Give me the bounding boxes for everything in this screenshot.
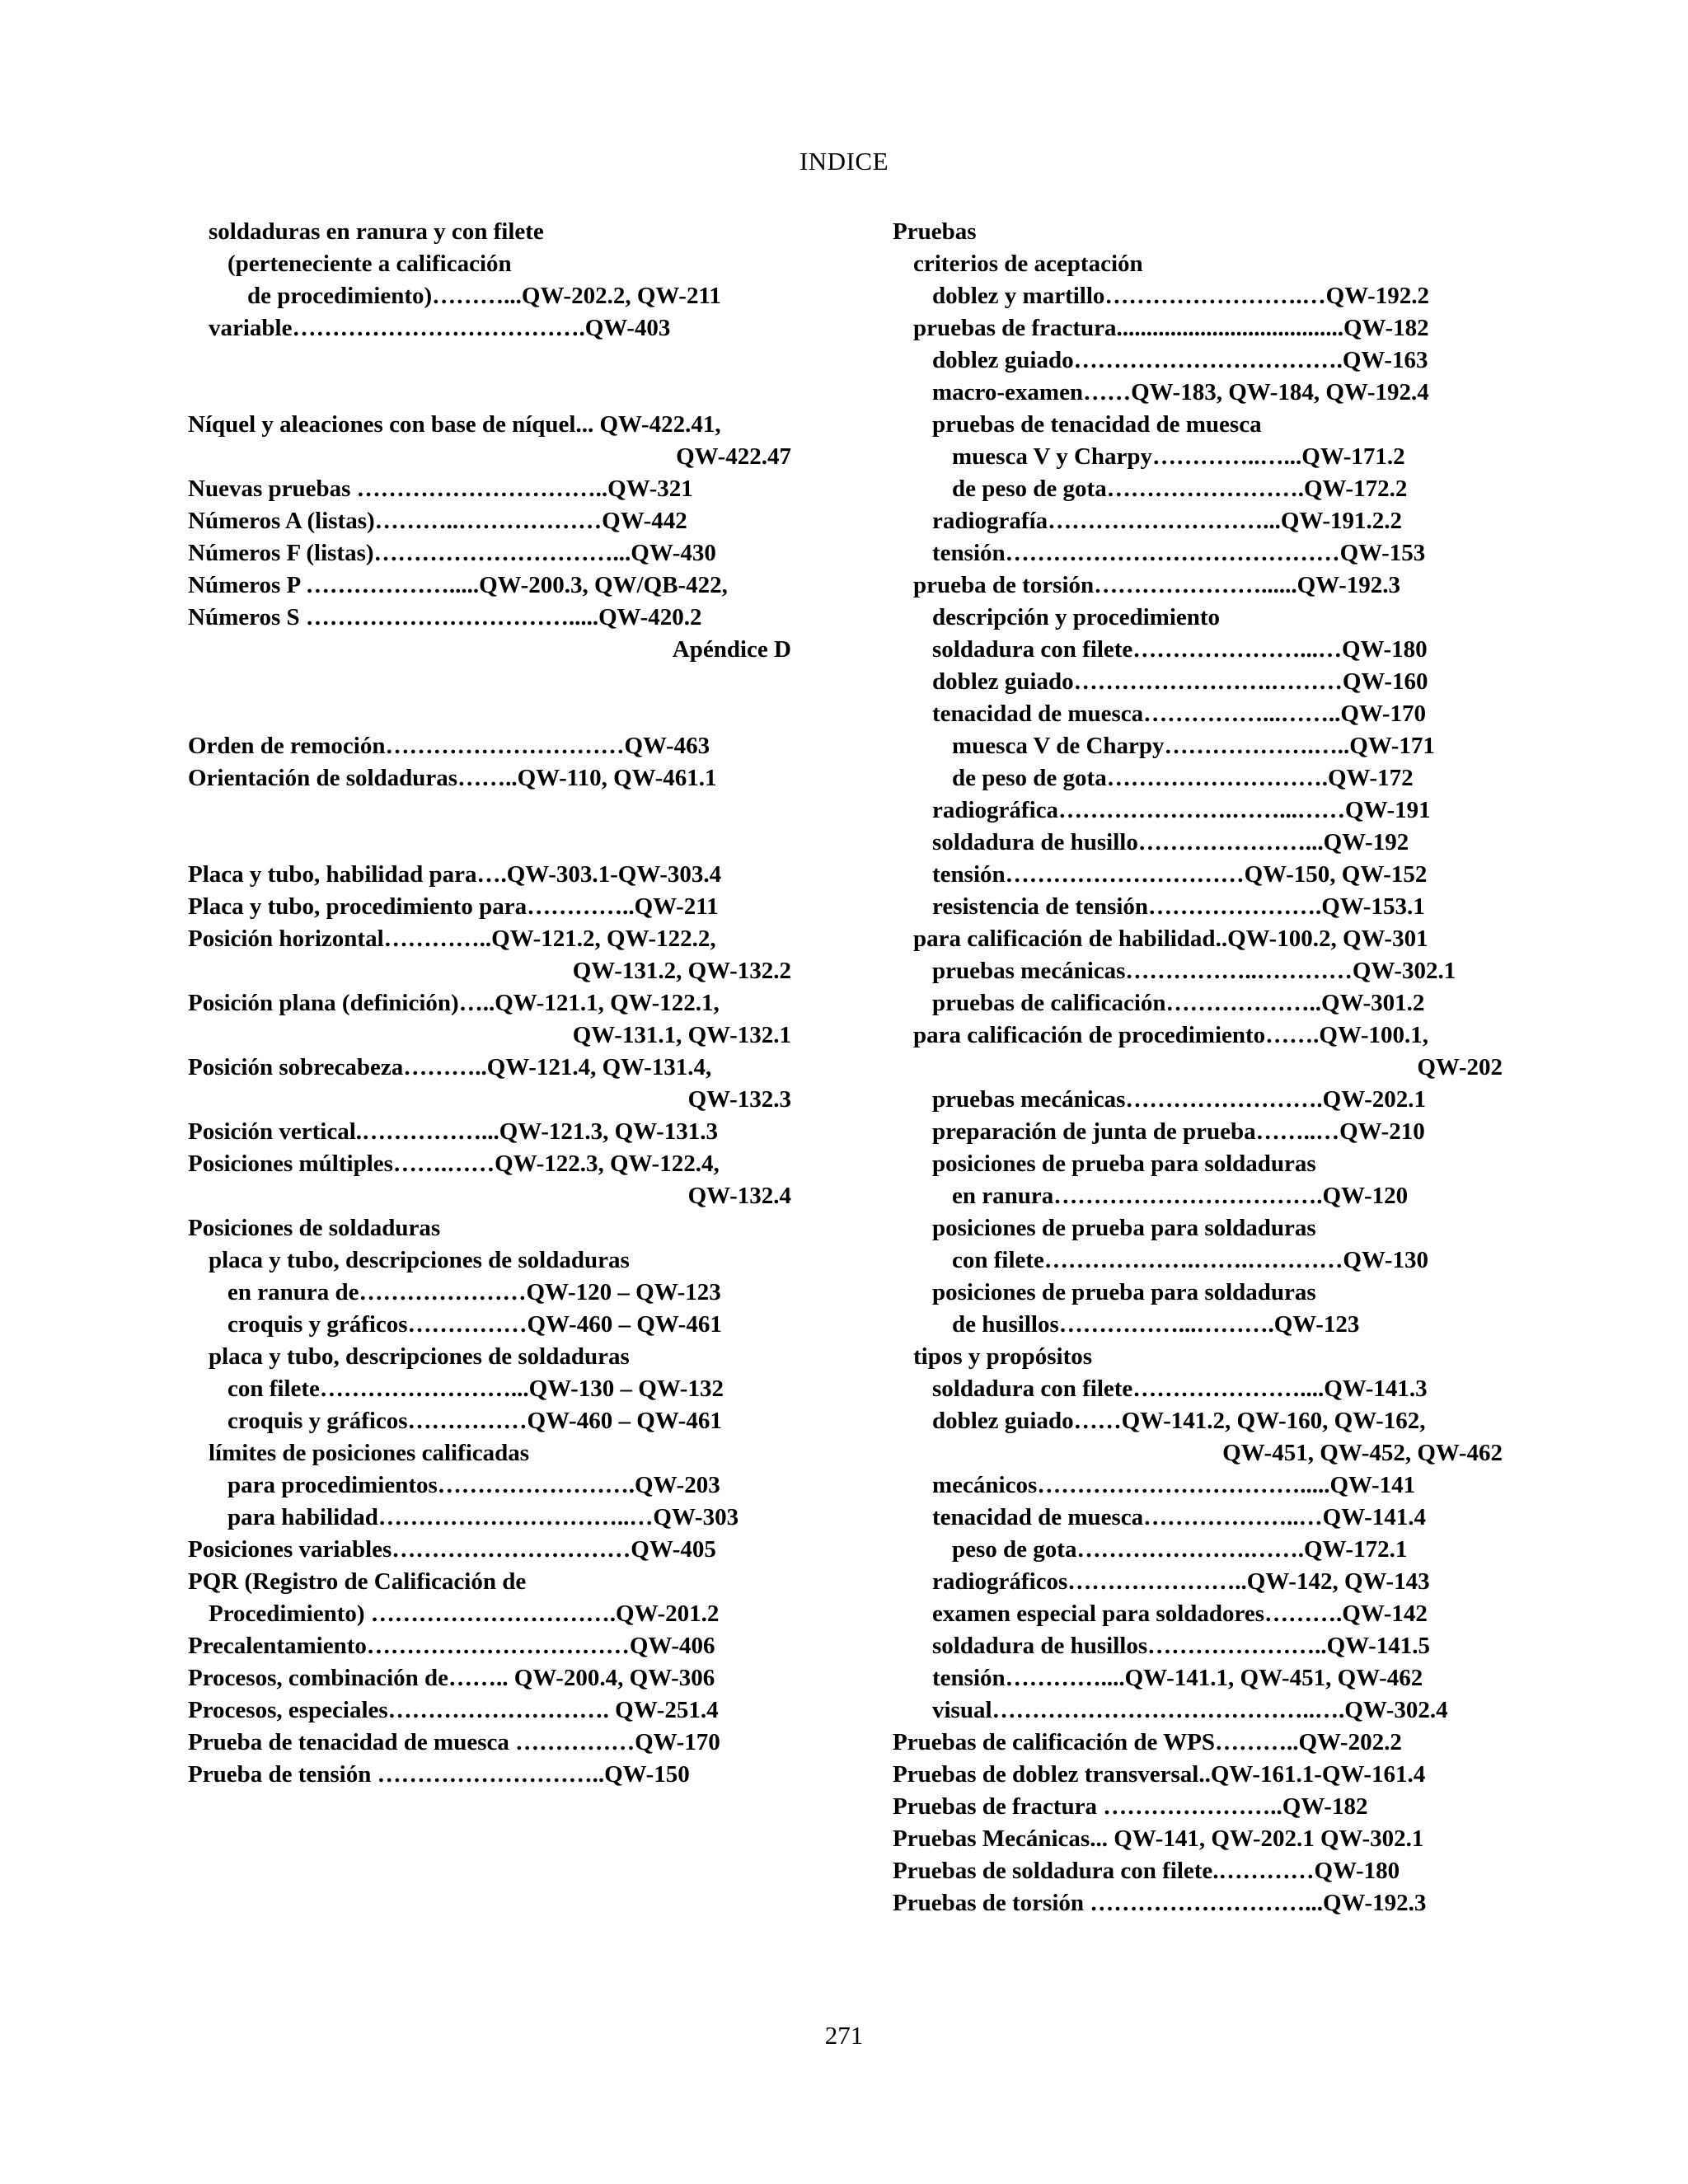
blank-line [188, 377, 791, 409]
index-entry: descripción y procedimiento [932, 604, 1221, 630]
index-entry: mecánicos…………………………….....QW-141 [932, 1472, 1416, 1498]
index-entry: Posición plana (definición)…..QW-121.1, QW-122.1, [188, 990, 720, 1016]
index-entry: tipos y propósitos [913, 1343, 1093, 1370]
index-entry: Níquel y aleaciones con base de níquel... QW-422.41, [188, 411, 721, 438]
index-entry: Posiciones variables…………………………QW-405 [188, 1536, 716, 1563]
index-entry: examen especial para soldadores……….QW-142 [932, 1601, 1428, 1627]
index-entry: en ranura de…………………QW-120 – QW-123 [227, 1279, 721, 1305]
index-entry: Procedimiento) ………………………….QW-201.2 [209, 1601, 720, 1627]
index-entry: pruebas mecánicas……………..…………QW-302.1 [932, 958, 1456, 984]
page-number: 271 [824, 2021, 864, 2050]
index-entry: Pruebas [893, 218, 977, 245]
index-entry: posiciones de prueba para soldaduras [932, 1151, 1316, 1177]
index-entry: límites de posiciones calificadas [209, 1440, 530, 1466]
index-entry: croquis y gráficos……………QW-460 – QW-461 [227, 1311, 722, 1338]
index-entry: soldadura de husillo…………………...QW-192 [932, 829, 1409, 855]
index-entry: Pruebas de torsión ………………………...QW-192.3 [893, 1890, 1427, 1916]
index-entry: QW-132.3 [687, 1086, 791, 1113]
index-entry: pruebas de tenacidad de muesca [932, 411, 1262, 438]
index-entry: macro-examen……QW-183, QW-184, QW-192.4 [932, 379, 1429, 405]
index-entry: Posiciones de soldaduras [188, 1215, 441, 1241]
index-entry: Prueba de tensión ………………………..QW-150 [188, 1761, 690, 1788]
index-entry: con filete……………………...QW-130 – QW-132 [227, 1376, 724, 1402]
index-entry: croquis y gráficos……………QW-460 – QW-461 [227, 1408, 722, 1434]
index-entry: tensión……………………………………QW-153 [932, 540, 1426, 566]
blank-line [188, 827, 791, 859]
index-entry: Placa y tubo, habilidad para….QW-303.1-QW-303.4 [188, 861, 722, 888]
index-entry: Números A (listas)………..………………QW-442 [188, 508, 687, 534]
index-entry: tensión…………....QW-141.1, QW-451, QW-462 [932, 1665, 1423, 1691]
index-entry: (perteneciente a calificación [227, 251, 512, 277]
index-entry: Posiciones múltiples…….……QW-122.3, QW-122.4, [188, 1151, 720, 1177]
index-entry: Precalentamiento……………………………QW-406 [188, 1633, 715, 1659]
index-entry: Procesos, especiales………………………. QW-251.4 [188, 1697, 719, 1723]
index-entry: preparación de junta de prueba……..…QW-210 [932, 1118, 1425, 1145]
index-entry: doblez guiado…………………….………QW-160 [932, 668, 1428, 695]
blank-line [188, 698, 791, 730]
index-entry: de peso de gota……………………….QW-172 [952, 765, 1414, 791]
index-entry: soldadura con filete…………………....QW-141.3 [932, 1376, 1428, 1402]
blank-line [188, 794, 791, 827]
index-entry: muesca V y Charpy…………..…...QW-171.2 [952, 443, 1405, 470]
index-entry: Números S …………………………….....QW-420.2 [188, 604, 702, 630]
index-entry: radiográficos…………………..QW-142, QW-143 [932, 1568, 1430, 1595]
index-entry: para habilidad…………………………..…QW-303 [227, 1504, 739, 1530]
index-entry: Placa y tubo, procedimiento para…………..QW-211 [188, 893, 719, 920]
page-title: INDICE [799, 147, 889, 176]
index-entry: placa y tubo, descripciones de soldaduras [209, 1343, 630, 1370]
index-entry: de procedimiento)………...QW-202.2, QW-211 [247, 283, 721, 309]
index-entry: peso de gota………………….…….QW-172.1 [952, 1536, 1408, 1563]
index-entry: visual…………………………………..….QW-302.4 [932, 1697, 1448, 1723]
index-entry: Pruebas de soldadura con filete.…………QW-180 [893, 1858, 1400, 1884]
index-entry: PQR (Registro de Calificación de [188, 1568, 527, 1595]
index-entry: radiográfica………………….……...……QW-191 [932, 797, 1431, 823]
index-entry: QW-202 [1417, 1054, 1503, 1080]
index-entry: Orientación de soldaduras……..QW-110, QW-461.1 [188, 765, 717, 791]
index-entry: en ranura…………………………….QW-120 [952, 1183, 1409, 1209]
index-entry: Posición horizontal…………..QW-121.2, QW-122.2, [188, 926, 716, 952]
index-entry: QW-131.1, QW-132.1 [572, 1022, 791, 1048]
index-entry: para calificación de habilidad..QW-100.2, QW-301 [913, 926, 1428, 952]
index-entry: Números F (listas)…………………………...QW-430 [188, 540, 716, 566]
index-entry: Pruebas de doblez transversal..QW-161.1-QW-161.4 [893, 1761, 1426, 1788]
index-entry: de husillos……………...……….QW-123 [952, 1311, 1360, 1338]
index-entry: QW-132.4 [687, 1183, 791, 1209]
blank-line [188, 344, 791, 377]
index-entry: radiografía………………………...QW-191.2.2 [932, 508, 1403, 534]
index-entry: Pruebas de fractura …………………..QW-182 [893, 1793, 1368, 1820]
index-entry: Pruebas de calificación de WPS………..QW-202.2 [893, 1729, 1402, 1755]
index-entry: Números P ……………….....QW-200.3, QW/QB-422, [188, 572, 728, 598]
index-column-right [893, 216, 1503, 1919]
index-entry: posiciones de prueba para soldaduras [932, 1215, 1316, 1241]
index-entry: QW-451, QW-452, QW-462 [1222, 1440, 1503, 1466]
blank-line [188, 666, 791, 698]
index-entry: de peso de gota…………………….QW-172.2 [952, 476, 1408, 502]
index-entry: para calificación de procedimiento…….QW-100.1, [913, 1022, 1429, 1048]
index-entry: Nuevas pruebas …………………………..QW-321 [188, 476, 693, 502]
index-entry: muesca V de Charpy……………….…..QW-171 [952, 733, 1435, 759]
index-entry: Posición vertical.……………...QW-121.3, QW-131.3 [188, 1118, 719, 1145]
index-entry: doblez y martillo…………………….…QW-192.2 [932, 283, 1430, 309]
index-entry: Procesos, combinación de…….. QW-200.4, QW-306 [188, 1665, 715, 1691]
index-entry: Prueba de tenacidad de muesca ……………QW-170 [188, 1729, 720, 1755]
index-entry: criterios de aceptación [913, 251, 1143, 277]
index-entry: QW-422.47 [676, 443, 791, 470]
index-entry: pruebas mecánicas…………………….QW-202.1 [932, 1086, 1427, 1113]
index-entry: soldaduras en ranura y con filete [209, 218, 544, 245]
index-entry: doblez guiado…………………………….QW-163 [932, 347, 1428, 373]
index-entry: Posición sobrecabeza………..QW-121.4, QW-131.4, [188, 1054, 712, 1080]
index-entry: Orden de remoción…………………………QW-463 [188, 733, 710, 759]
index-column-left [188, 216, 791, 1791]
index-entry: con filete……………….…….…………QW-130 [952, 1247, 1429, 1273]
index-entry: pruebas de fractura......................................QW-182 [913, 315, 1429, 341]
index-entry: variable……………………………….QW-403 [209, 315, 671, 341]
index-entry: resistencia de tensión………………….QW-153.1 [932, 893, 1425, 920]
index-entry: soldadura con filete…………………...…QW-180 [932, 636, 1428, 663]
index-entry: placa y tubo, descripciones de soldaduras [209, 1247, 630, 1273]
index-entry: Pruebas Mecánicas... QW-141, QW-202.1 QW-302.1 [893, 1825, 1424, 1852]
index-entry: tensión…………………………QW-150, QW-152 [932, 861, 1428, 888]
index-entry: Apéndice D [672, 636, 791, 663]
index-entry: soldadura de husillos…………………..QW-141.5 [932, 1633, 1430, 1659]
index-entry: tenacidad de muesca……………...……..QW-170 [932, 701, 1427, 727]
index-entry: doblez guiado……QW-141.2, QW-160, QW-162, [932, 1408, 1426, 1434]
index-entry: para procedimientos…………………….QW-203 [227, 1472, 720, 1498]
index-entry: pruebas de calificación………………..QW-301.2 [932, 990, 1425, 1016]
index-entry: QW-131.2, QW-132.2 [572, 958, 791, 984]
index-entry: prueba de torsión…………………......QW-192.3 [913, 572, 1401, 598]
index-entry: posiciones de prueba para soldaduras [932, 1279, 1316, 1305]
index-entry: tenacidad de muesca………………..…QW-141.4 [932, 1504, 1427, 1530]
